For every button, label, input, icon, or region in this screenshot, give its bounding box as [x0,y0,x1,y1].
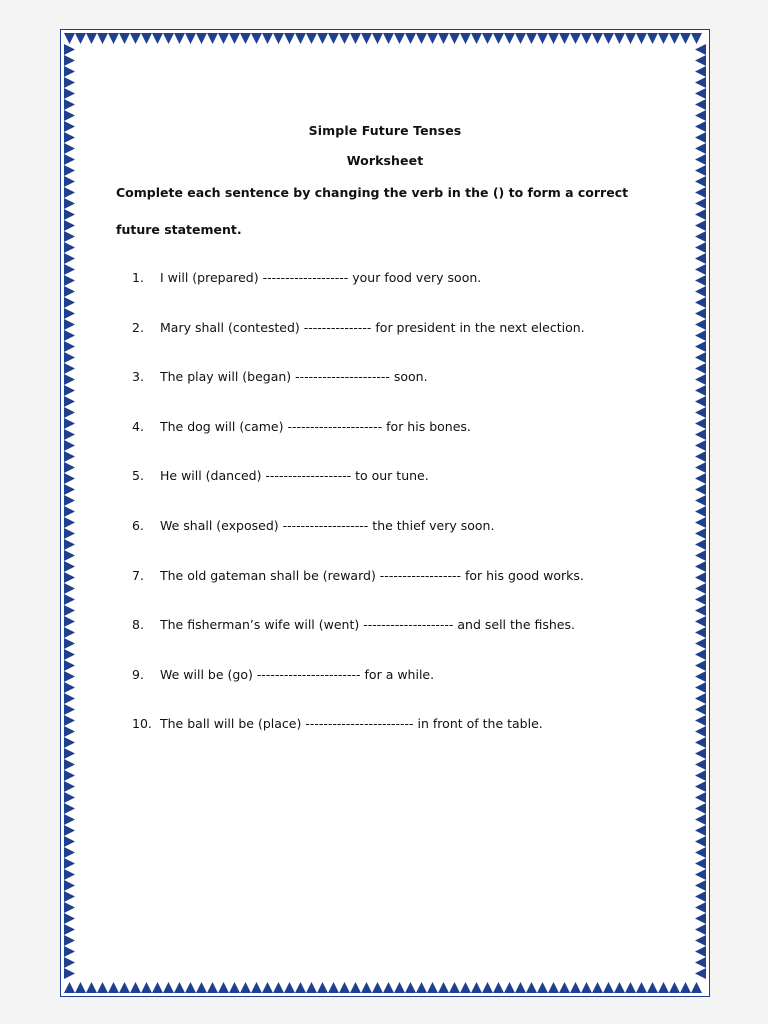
worksheet-page [60,29,710,997]
question-list [132,270,585,766]
question-text: Mary shall (contested) --------------- for president in the next election. [160,319,585,335]
question-item [132,270,585,320]
question-item [132,667,585,717]
question-text: The play will (began) --------------------- soon. [160,369,428,385]
worksheet-content [60,29,710,997]
question-number: 3. [132,369,144,385]
question-text: The old gateman shall be (reward) ------------------ for his good works. [160,567,584,583]
question-number: 1. [132,270,144,285]
question-text: He will (danced) ------------------- to our tune. [160,468,429,484]
question-number: 4. [132,418,144,434]
question-text: We shall (exposed) ------------------- the thief very soon. [160,517,495,533]
question-item [132,617,585,667]
question-item [132,518,585,568]
question-text: The ball will be (place) ------------------------ in front of the table. [160,716,543,732]
question-item [132,716,585,766]
question-number: 2. [132,319,144,335]
worksheet-subtitle: Worksheet [346,153,424,168]
question-item [132,320,585,370]
question-number: 9. [132,666,144,682]
question-text: The dog will (came) --------------------- for his bones. [160,418,471,434]
question-item [132,468,585,518]
worksheet-title: Simple Future Tenses [308,123,462,138]
question-number: 8. [132,617,144,633]
question-number: 10. [132,716,152,732]
question-number: 5. [132,468,144,484]
question-text: We will be (go) ----------------------- for a while. [160,666,435,682]
worksheet-instruction: Complete each sentence by changing the verb in the () to form a correct future statement. [116,185,629,237]
question-number: 7. [132,567,144,583]
question-item [132,419,585,469]
question-item [132,369,585,419]
question-number: 6. [132,517,144,533]
question-item [132,568,585,618]
question-text: I will (prepared) ------------------- your food very soon. [160,270,482,285]
question-text: The fisherman’s wife will (went) -------------------- and sell the fishes. [160,617,575,633]
